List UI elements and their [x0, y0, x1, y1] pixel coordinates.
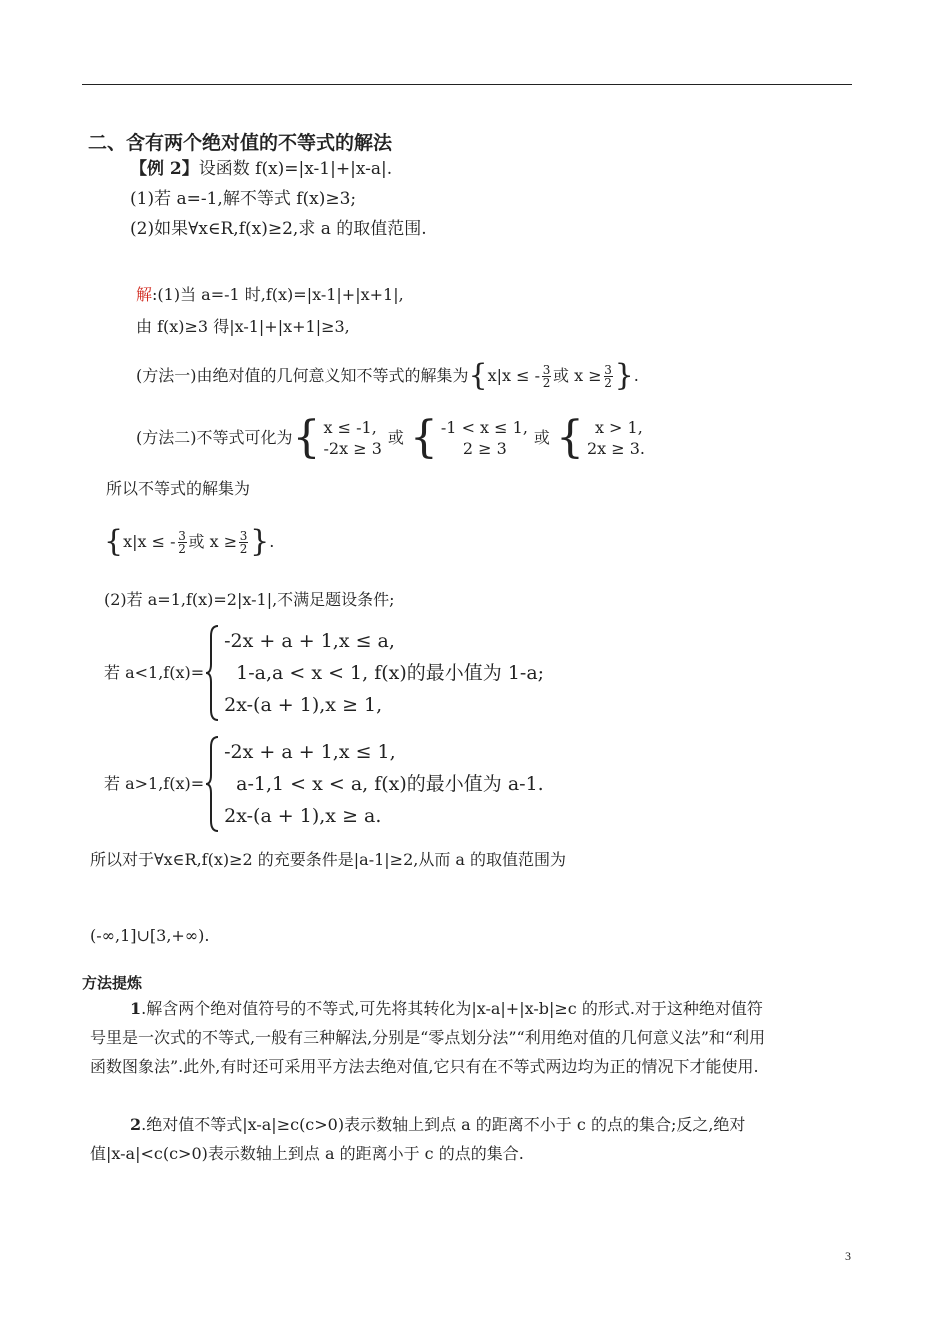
system-3: { x > 1, 2x ≥ 3. [555, 412, 645, 463]
example-tag: 【例 2】 [130, 159, 199, 179]
question-1: (1)若 a=-1,解不等式 f(x)≥3; [130, 189, 357, 209]
question-2: (2)如果∀x∈R,f(x)≥2,求 a 的取值范围. [130, 219, 427, 239]
system-1: { x ≤ -1, -2x ≥ 3 [292, 412, 382, 463]
method-2-line [136, 412, 645, 463]
header-rule [82, 84, 852, 85]
method-tip-title: 方法提炼 [82, 974, 143, 992]
solution-line-1-text: :(1)当 a=-1 时,f(x)=|x-1|+|x+1|, [152, 285, 404, 304]
method-tip-paragraph-2: 2.绝对值不等式|x-a|≥c(c>0)表示数轴上到点 a 的距离不小于 c 的点的集合;反之,绝对值|x-a|<c(c>0)表示数轴上到点 a 的距离小于 c 的点的集合. [90, 1115, 746, 1163]
or-text: 或 [533, 428, 550, 447]
piecewise-case-2: 若 a>1,f(x)= -2x + a + 1,x ≤ 1, a-1,1 < x < a, f(x)的最小值为 a-1. 2x-(a + 1),x ≥ a. [104, 735, 544, 833]
method-1-text: (方法一)由绝对值的几何意义知不等式的解集为 [136, 366, 469, 385]
case-1-prefix: 若 a<1,f(x)= [104, 663, 205, 682]
left-brace-icon [204, 735, 220, 833]
left-brace-icon [204, 624, 220, 722]
set-left-text: x|x ≤ - [487, 366, 541, 385]
solution-set-2: { x|x ≤ - $\frac{3}{2}$ 或 x ≥ $\frac{3}{2}$ } . [104, 524, 275, 559]
piecewise-case-1: 若 a<1,f(x)= -2x + a + 1,x ≤ a, 1-a,a < x < 1, f(x)的最小值为 1-a; 2x-(a + 1),x ≥ 1, [104, 624, 544, 722]
solution-set-1: { x|x ≤ - $\frac{3}{2}$ 或 x ≥ $\frac{3}{2}$ } . [468, 358, 639, 393]
method-tip-paragraph-1: 1.解含两个绝对值符号的不等式,可先将其转化为|x-a|+|x-b|≥c 的形式.对于这种绝对值符号里是一次式的不等式,一般有三种解法,分别是“零点划分法”“利用绝对值的几何意义法”和“利用函数图象法”.此外,有时还可采用平方法去绝对值,它只有在不等式两边均为正的情况下才能使用. [90, 999, 766, 1076]
part-2-line: (2)若 a=1,f(x)=2|x-1|,不满足题设条件; [104, 590, 395, 609]
or-text: 或 [387, 428, 404, 447]
section-heading: 二、含有两个绝对值的不等式的解法 [88, 132, 393, 154]
solution-line-2: 由 f(x)≥3 得|x-1|+|x+1|≥3, [136, 317, 350, 336]
final-answer: (-∞,1]∪[3,+∞). [90, 926, 210, 945]
fraction: $\frac{3}{2}$ [604, 362, 612, 390]
set-mid-text: 或 x ≥ [553, 366, 602, 385]
case-2-prefix: 若 a>1,f(x)= [104, 774, 205, 793]
method-1-line [136, 358, 639, 393]
example-stem: 设函数 f(x)=|x-1|+|x-a|. [198, 159, 393, 179]
fraction: $\frac{3}{2}$ [239, 528, 248, 556]
example-stem-line [130, 158, 392, 180]
fraction: $\frac{3}{2}$ [542, 362, 551, 390]
page-number: 3 [845, 1249, 851, 1263]
solution-set-intro: 所以不等式的解集为 [106, 479, 251, 498]
solution-line-1 [136, 284, 404, 306]
solution-label: 解 [136, 285, 153, 304]
system-2: { -1 < x ≤ 1, 2 ≥ 3 [409, 412, 528, 463]
fraction: $\frac{3}{2}$ [178, 528, 186, 556]
method-2-text: (方法二)不等式可化为 [136, 428, 293, 447]
conclusion: 所以对于∀x∈R,f(x)≥2 的充要条件是|a-1|≥2,从而 a 的取值范围为 [90, 850, 567, 869]
